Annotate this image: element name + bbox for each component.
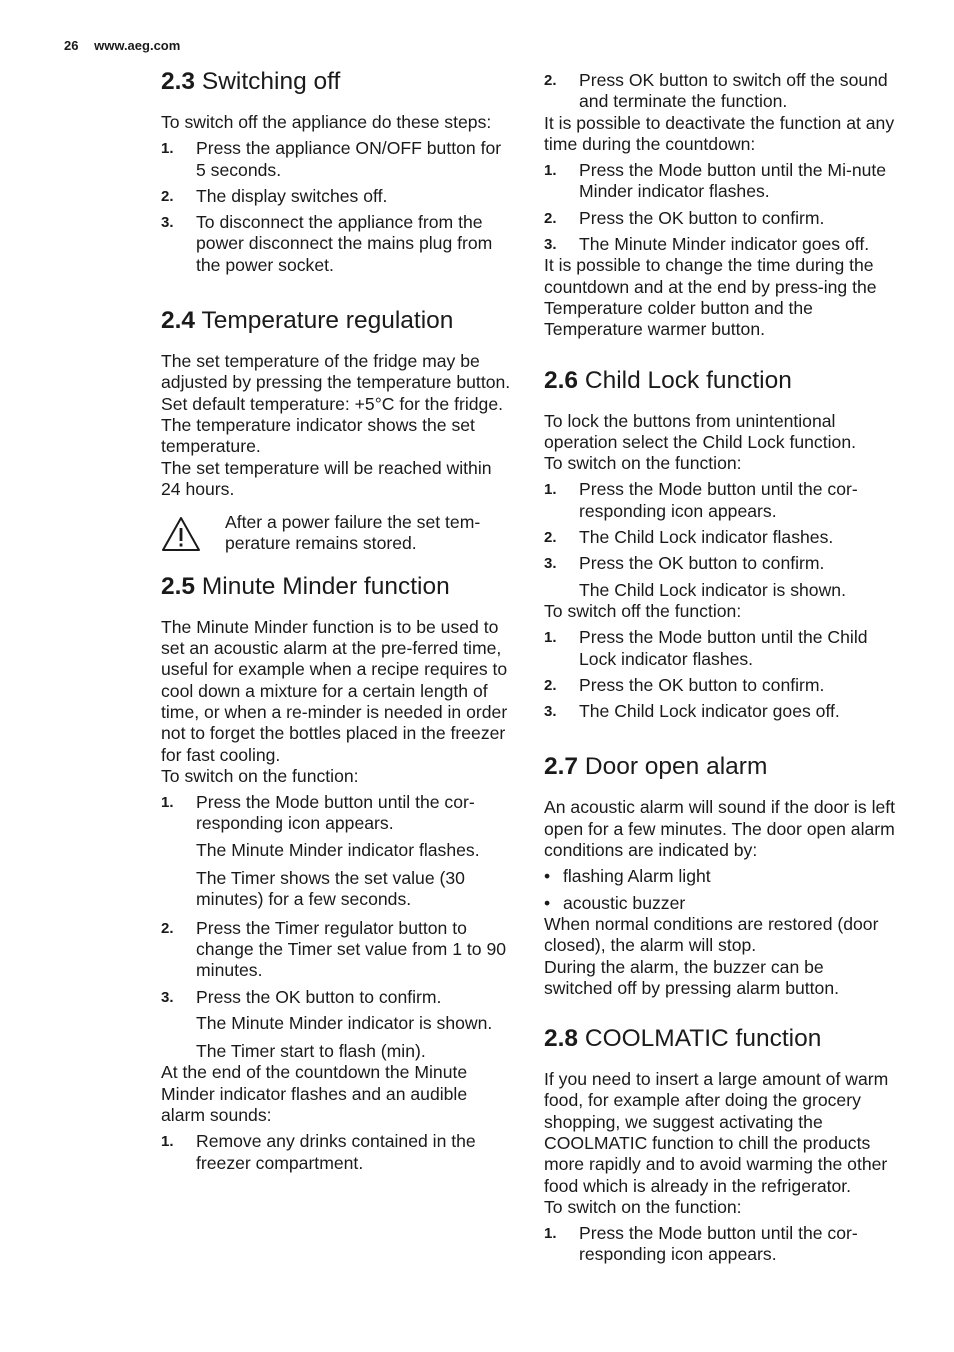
step-result: The Child Lock indicator is shown.: [579, 579, 846, 600]
step-result: The Timer start to flash (min).: [196, 1041, 426, 1062]
step-item: 2. Press the OK button to confirm.: [544, 207, 825, 228]
site-url: www.aeg.com: [94, 38, 181, 53]
step-item: 2. Press OK button to switch off the sound and terminate the function.: [544, 70, 888, 112]
section-2-5-heading: 2.5 Minute Minder function: [161, 572, 450, 600]
step-item: 1. Press the Mode button until the Child Lock indicator flashes.: [544, 627, 868, 669]
warning-triangle-icon: [161, 516, 201, 552]
step-item: 2. The display switches off.: [161, 185, 388, 206]
paragraph: At the end of the countdown the Minute Minder indicator flashes and an audible alarm sounds:: [161, 1062, 468, 1125]
step-item: 1. Press the appliance ON/OFF button for 5 seconds.: [161, 138, 502, 180]
step-item: 1. Press the Mode button until the cor-responding icon appears.: [544, 1223, 858, 1265]
page-number: 26: [64, 38, 79, 53]
paragraph: The set temperature will be reached within 24 hours.: [161, 457, 492, 499]
step-item: 2. Press the OK button to confirm.: [544, 674, 825, 695]
step-item: 3. To disconnect the appliance from the power disconnect the mains plug from the power socket.: [161, 212, 493, 275]
paragraph: When normal conditions are restored (door closed), the alarm will stop.: [544, 913, 879, 956]
paragraph: The Minute Minder function is to be used to set an acoustic alarm at the pre-ferred time, useful for example when a recipe requires to cool down a mixture for a certain length of time, or when a re-minder is needed in order not to forget the bottles placed in the freezer for fast cooling.: [161, 616, 508, 765]
paragraph: To switch off the appliance do these steps:: [161, 112, 492, 132]
step-item: 1. Remove any drinks contained in the freezer compartment.: [161, 1131, 476, 1173]
step-item: 2. Press the Timer regulator button to change the Timer set value from 1 to 90 minutes.: [161, 917, 507, 981]
section-2-3-heading: 2.3 Switching off: [161, 68, 341, 95]
step-item: 3. Press the OK button to confirm.: [544, 553, 825, 574]
paragraph: Set default temperature: +5°C for the fridge.: [161, 393, 503, 414]
paragraph: It is possible to change the time during the countdown and at the end by press-ing the Temperature colder button and the Temperature warmer button.: [544, 255, 877, 340]
step-item: 1. Press the Mode button until the cor-responding icon appears.: [161, 792, 475, 834]
bullet-item: • acoustic buzzer: [544, 892, 686, 913]
step-item: 3. Press the OK button to confirm.: [161, 986, 442, 1007]
paragraph: The temperature indicator shows the set temperature.: [161, 414, 475, 457]
paragraph: An acoustic alarm will sound if the door is left open for a few minutes. The door open alarm conditions are indicated by:: [544, 797, 896, 861]
step-result: The Minute Minder indicator is shown.: [196, 1012, 493, 1033]
step-result: The Minute Minder indicator flashes.: [196, 839, 480, 860]
section-2-4-heading: 2.4 Temperature regulation: [161, 307, 454, 335]
step-item: 1. Press the Mode button until the cor-responding icon appears.: [544, 479, 858, 521]
paragraph: To switch on the function:: [161, 765, 359, 786]
step-item: 3. The Child Lock indicator goes off.: [544, 701, 840, 722]
paragraph: It is possible to deactivate the function at any time during the countdown:: [544, 112, 895, 154]
step-item: 2. The Child Lock indicator flashes.: [544, 527, 834, 548]
section-2-6-heading: 2.6 Child Lock function: [544, 366, 792, 394]
section-2-8-heading: 2.8 COOLMATIC function: [544, 1025, 822, 1053]
warning-note: [161, 512, 513, 555]
paragraph: To lock the buttons from unintentional operation select the Child Lock function.: [544, 410, 856, 452]
paragraph: To switch off the function:: [544, 600, 742, 621]
paragraph: The set temperature of the fridge may be adjusted by pressing the temperature button.: [161, 351, 511, 393]
right-column: [544, 70, 896, 1271]
section-2-7-heading: 2.7 Door open alarm: [544, 753, 768, 781]
step-item: 1. Press the Mode button until the Mi-nute Minder indicator flashes.: [544, 160, 887, 202]
paragraph: If you need to insert a large amount of warm food, for example after doing the grocery shopping, we suggest activating the COOLMATIC function to chill the products more rapidly and to avoid warming the other food which is already in the refrigerator.: [544, 1069, 889, 1196]
paragraph: During the alarm, the buzzer can be switched off by pressing alarm button.: [544, 956, 840, 998]
page-header: [64, 38, 180, 53]
paragraph: To switch on the function:: [544, 453, 742, 474]
step-item: 3. The Minute Minder indicator goes off.: [544, 234, 870, 255]
left-column: [161, 66, 513, 1179]
bullet-item: • flashing Alarm light: [544, 866, 711, 887]
step-result: The Timer shows the set value (30 minutes) for a few seconds.: [196, 868, 465, 910]
paragraph: To switch on the function:: [544, 1196, 742, 1217]
warning-text: After a power failure the set tem-perature remains stored.: [225, 512, 481, 554]
